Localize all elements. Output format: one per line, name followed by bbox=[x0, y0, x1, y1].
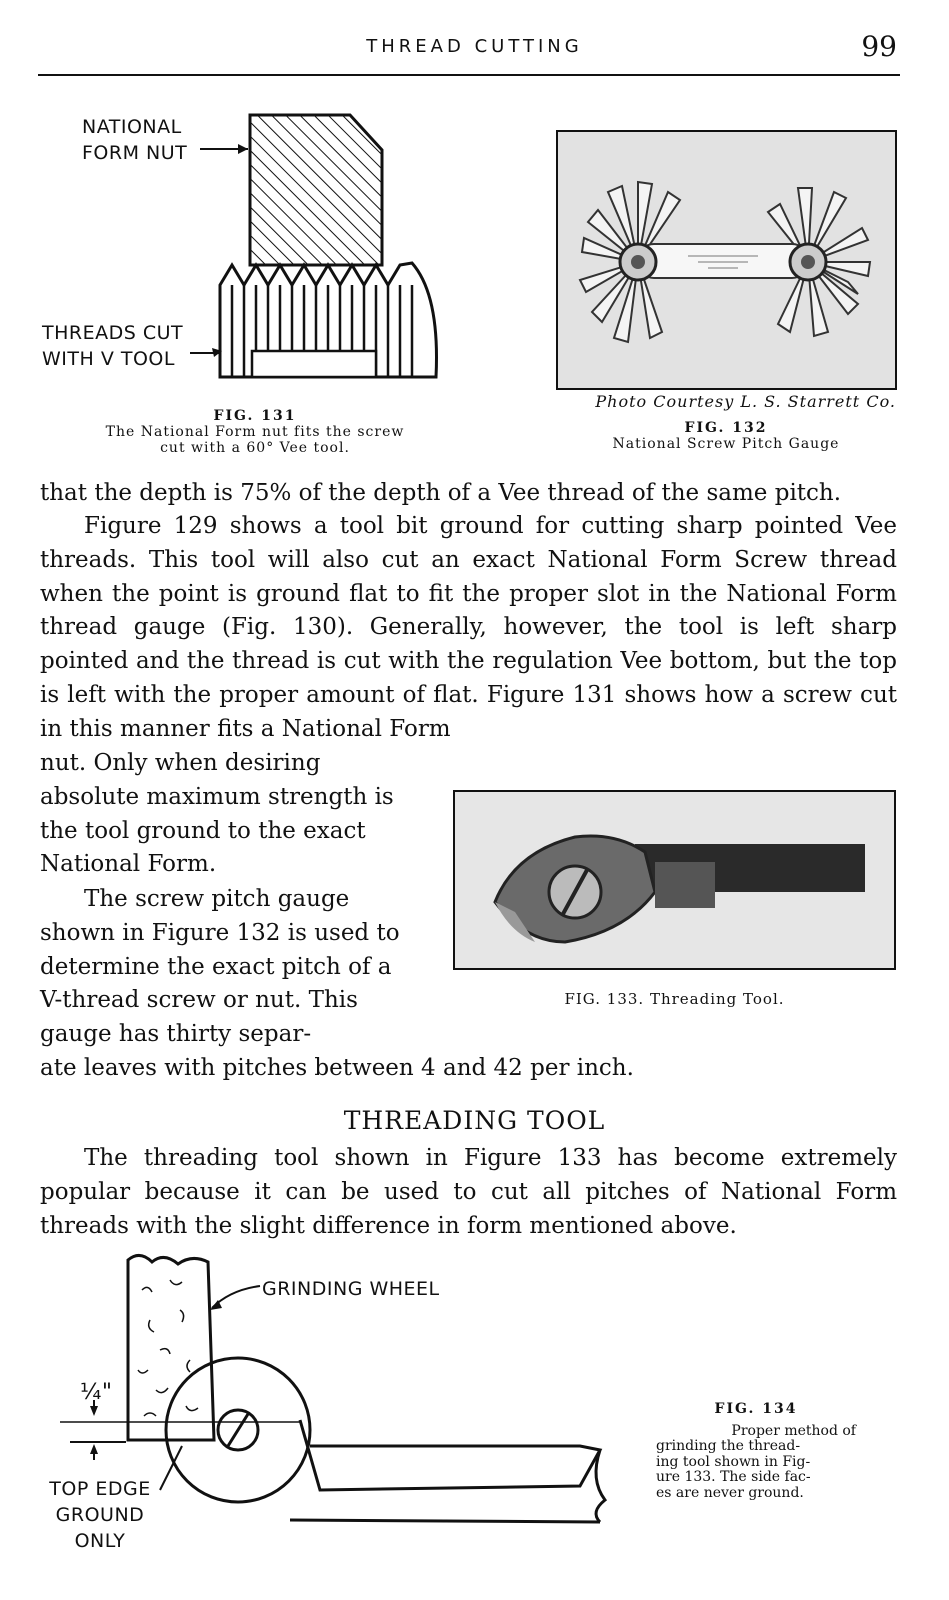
section-paragraph: The threading tool shown in Figure 133 has become extremely popular because it can be used to cut all pitches of National Form threads with the slight difference in form mentioned above. bbox=[40, 1145, 897, 1239]
fig132-caption: FIG. 132 National Screw Pitch Gauge bbox=[612, 420, 840, 452]
fig131-label-nut: NATIONAL FORM NUT bbox=[82, 116, 188, 164]
fig134-dimension: ¼" bbox=[80, 1380, 113, 1405]
header-rule bbox=[38, 74, 900, 76]
fig133-caption: FIG. 133. Threading Tool. bbox=[564, 990, 785, 1008]
fig131-label-threads: THREADS CUT WITH V TOOL bbox=[42, 322, 184, 370]
pitch-gauge-illustration bbox=[558, 132, 895, 388]
fig132-photo bbox=[556, 130, 897, 390]
paragraph-3-narrow: The screw pitch gauge shown in Figure 132 is used to determine the exact pitch of a V-thread screw or nut. This gauge has thirty separ- bbox=[40, 886, 400, 1048]
threading-tool-illustration bbox=[455, 792, 894, 968]
running-header: THREAD CUTTING bbox=[366, 36, 583, 57]
paragraph-2-narrow: nut. Only when desiring absolute maximum strength is the tool ground to the exact National Form. bbox=[40, 750, 394, 878]
paragraph-3-tail: ate leaves with pitches between 4 and 42 per inch. bbox=[40, 1055, 634, 1081]
fig132-credit: Photo Courtesy L. S. Starrett Co. bbox=[595, 392, 896, 411]
paragraph-2: Figure 129 shows a tool bit ground for cutting sharp pointed Vee threads. This tool will also cut an exact National Form Screw thread when the point is ground flat to fit the proper slot in the National Form thread gauge (Fig. 130). Generally, however, the tool is left sharp pointed and the thread is cut with the regulation Vee bottom, but the top is left with the proper amount of flat. Figure 131 shows how a screw cut in this manner fits a National Form bbox=[40, 513, 897, 742]
fig131-drawing bbox=[190, 105, 450, 390]
fig131-caption: FIG. 131 The National Form nut fits the screw cut with a 60° Vee tool. bbox=[105, 408, 405, 456]
fig134-label-top-edge: TOP EDGE GROUND ONLY bbox=[49, 1478, 151, 1552]
paragraph-1: that the depth is 75% of the depth of a Vee thread of the same pitch. bbox=[40, 480, 842, 506]
fig133-photo bbox=[453, 790, 896, 970]
section-heading: THREADING TOOL bbox=[343, 1106, 606, 1135]
fig134-caption: FIG. 134 Proper method of grinding the thread- ing tool shown in Fig- ure 133. The side fac- es are never ground. bbox=[656, 1401, 856, 1501]
page-number: 99 bbox=[861, 30, 897, 63]
fig134-label-wheel: GRINDING WHEEL bbox=[262, 1278, 440, 1300]
